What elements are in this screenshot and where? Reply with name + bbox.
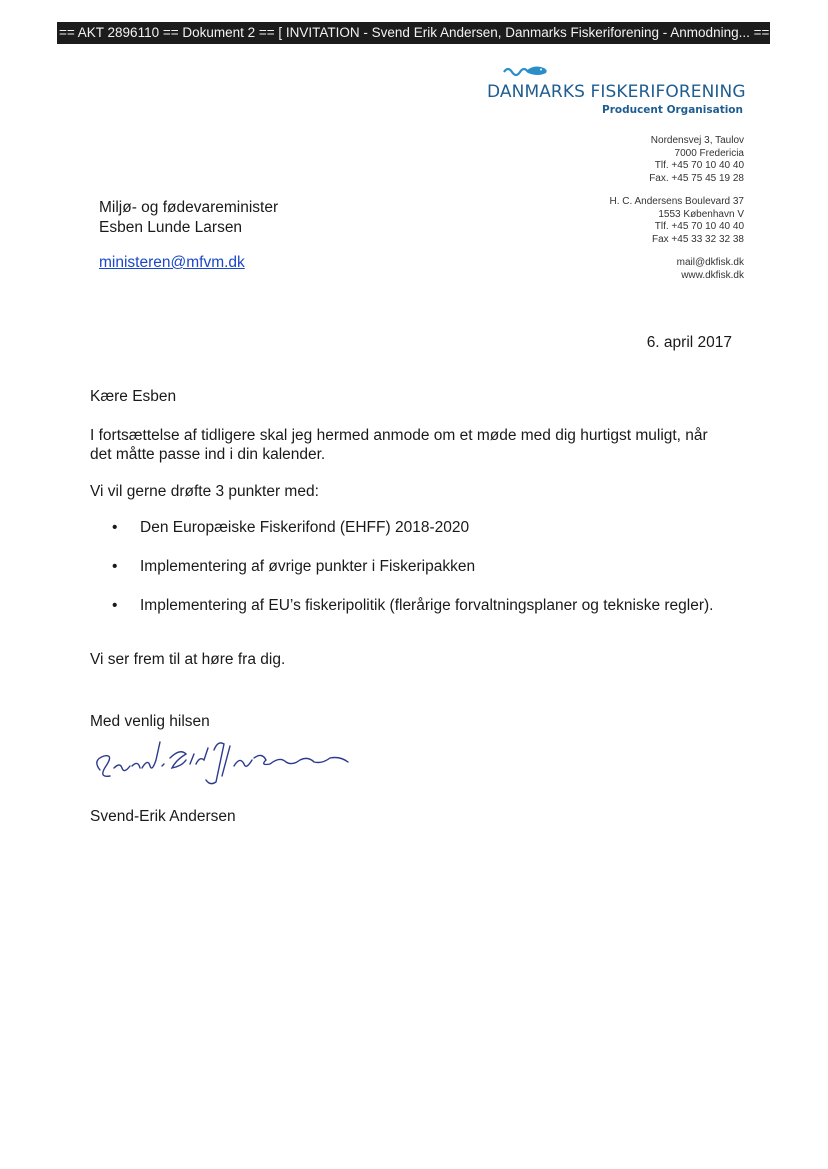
document-header-bar: == AKT 2896110 == Dokument 2 == [ INVITATION - Svend Erik Andersen, Danmarks Fiskeriforening - Anmodning... ==	[57, 22, 770, 44]
contact-block	[544, 257, 744, 282]
handwritten-signature	[90, 730, 360, 790]
paragraph-line: I fortsættelse af tidligere skal jeg hermed anmode om et møde med dig hurtigst muligt, når	[90, 427, 708, 444]
list-item	[112, 596, 752, 615]
address-taulov	[544, 135, 744, 185]
bullet-icon: •	[112, 558, 118, 575]
address-copenhagen	[544, 196, 744, 246]
paragraph-line: det måtte passe ind i din kalender.	[90, 446, 326, 463]
fish-logo-icon	[502, 62, 550, 80]
recipient-email-link[interactable]: ministeren@mfvm.dk	[99, 254, 245, 271]
contact-email[interactable]: mail@dkfisk.dk	[676, 257, 744, 268]
address-line: Tlf. +45 70 10 40 40	[654, 160, 744, 171]
list-item-text: Den Europæiske Fiskerifond (EHFF) 2018-2020	[140, 519, 470, 536]
address-line: 7000 Fredericia	[674, 147, 744, 159]
org-subtitle: Producent Organisation	[602, 104, 743, 116]
list-item-text: Implementering af EU’s fiskeripolitik (flerårige forvaltningsplaner og tekniske regler).	[140, 597, 714, 614]
letter-date: 6. april 2017	[646, 334, 732, 351]
contact-website[interactable]: www.dkfisk.dk	[681, 269, 744, 281]
greeting: Kære Esben	[90, 388, 177, 405]
signer-name: Svend-Erik Andersen	[90, 808, 236, 825]
paragraph-topics-intro: Vi vil gerne drøfte 3 punkter med:	[90, 483, 319, 500]
address-line: Nordensvej 3, Taulov	[650, 135, 744, 146]
list-item	[112, 518, 752, 537]
list-item	[112, 557, 752, 576]
topics-list	[112, 518, 752, 635]
address-line: Fax +45 33 32 32 38	[651, 233, 744, 245]
recipient-name: Esben Lunde Larsen	[99, 218, 243, 236]
address-line: H. C. Andersens Boulevard 37	[609, 196, 744, 207]
address-line: 1553 København V	[658, 208, 744, 220]
org-name: DANMARKS FISKERIFORENING	[487, 82, 746, 102]
recipient-block	[99, 198, 278, 237]
address-line: Tlf. +45 70 10 40 40	[654, 221, 744, 232]
paragraph-request	[90, 426, 750, 464]
closing-line: Vi ser frem til at høre fra dig.	[90, 651, 286, 668]
bullet-icon: •	[112, 597, 118, 614]
recipient-title: Miljø- og fødevareminister	[99, 199, 279, 216]
bullet-icon: •	[112, 519, 118, 536]
regards-line: Med venlig hilsen	[90, 713, 210, 730]
address-line: Fax. +45 75 45 19 28	[649, 172, 744, 184]
list-item-text: Implementering af øvrige punkter i Fiskeripakken	[140, 558, 476, 575]
